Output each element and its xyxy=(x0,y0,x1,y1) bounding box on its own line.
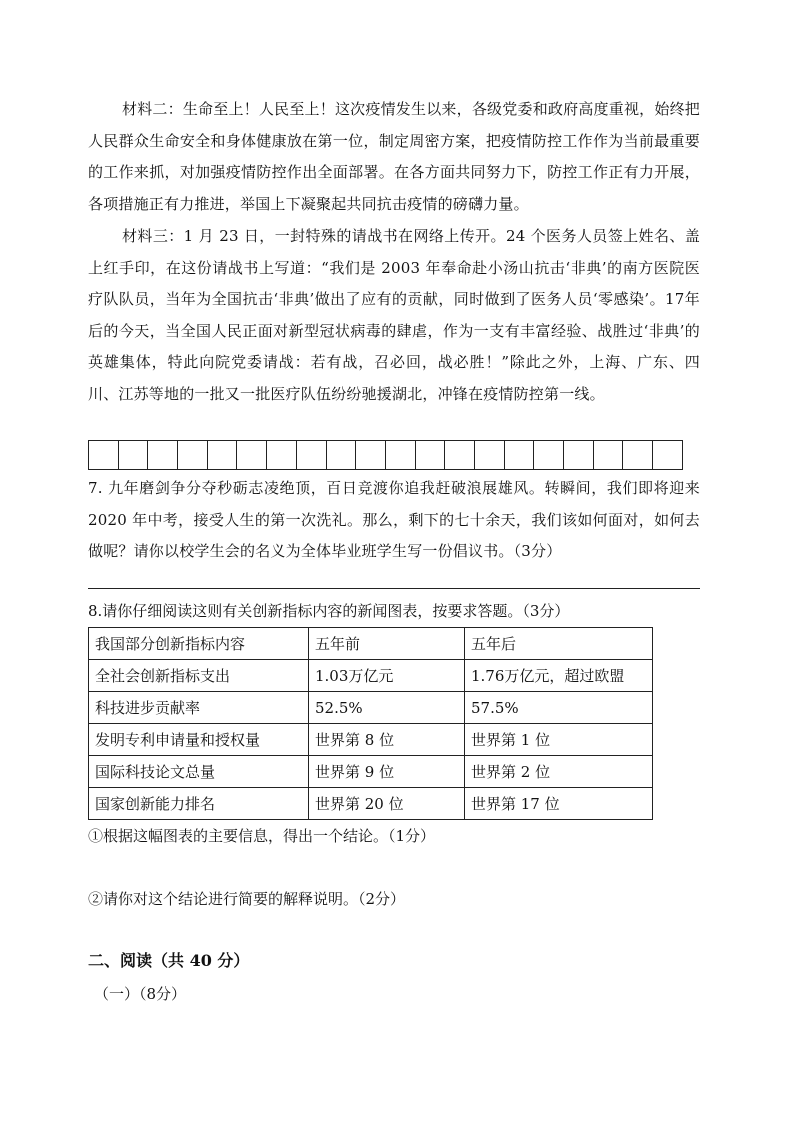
table-row xyxy=(89,660,653,692)
answer-box[interactable] xyxy=(89,440,119,470)
table-cell: 全社会创新指标支出 xyxy=(89,660,309,692)
answer-box[interactable] xyxy=(386,440,416,470)
table-row xyxy=(89,756,653,788)
table-row xyxy=(89,692,653,724)
answer-box[interactable] xyxy=(297,440,327,470)
answer-box[interactable] xyxy=(178,440,208,470)
question-8-part-2: ②请你对这个结论进行简要的解释说明。（2分） xyxy=(88,890,406,908)
answer-box[interactable] xyxy=(505,440,535,470)
answer-box[interactable] xyxy=(564,440,594,470)
table-header-cell: 我国部分创新指标内容 xyxy=(89,628,309,660)
table-cell: 发明专利申请量和授权量 xyxy=(89,724,309,756)
table-cell: 国际科技论文总量 xyxy=(89,756,309,788)
answer-box[interactable] xyxy=(416,440,446,470)
table-header-cell: 五年前 xyxy=(309,628,465,660)
table-cell: 世界第 20 位 xyxy=(309,788,465,820)
section-two-subheading: （一）（8分） xyxy=(94,985,187,1003)
answer-box[interactable] xyxy=(623,440,653,470)
answer-box-row[interactable] xyxy=(88,440,683,470)
answer-box[interactable] xyxy=(594,440,624,470)
question-8-part-1: ①根据这幅图表的主要信息，得出一个结论。（1分） xyxy=(88,827,436,845)
table-row xyxy=(89,724,653,756)
answer-box[interactable] xyxy=(119,440,149,470)
table-cell: 国家创新能力排名 xyxy=(89,788,309,820)
table-cell: 1.03万亿元 xyxy=(309,660,465,692)
table-cell: 科技进步贡献率 xyxy=(89,692,309,724)
answer-box[interactable] xyxy=(148,440,178,470)
table-cell: 世界第 8 位 xyxy=(309,724,465,756)
answer-box[interactable] xyxy=(208,440,238,470)
innovation-indicator-table xyxy=(88,627,653,820)
section-two-heading: 二、阅读（共 40 分） xyxy=(88,951,250,970)
answer-box[interactable] xyxy=(445,440,475,470)
table-row xyxy=(89,788,653,820)
answer-box[interactable] xyxy=(534,440,564,470)
table-cell: 世界第 1 位 xyxy=(465,724,653,756)
answer-box[interactable] xyxy=(475,440,505,470)
table-header-cell: 五年后 xyxy=(465,628,653,660)
table-cell: 世界第 9 位 xyxy=(309,756,465,788)
table-cell: 世界第 17 位 xyxy=(465,788,653,820)
material-two-paragraph: 材料二：生命至上！人民至上！这次疫情发生以来，各级党委和政府高度重视，始终把人民群众生命安全和身体健康放在第一位，制定周密方案，把疫情防控工作作为当前最重要的工作来抓，对加强疫情防控作出全面部署。在各方面共同努力下，防控工作正有力开展，各项措施正有力推进，举国上下凝聚起共同抗击疫情的磅礴力量。 xyxy=(88,100,700,213)
table-cell: 世界第 2 位 xyxy=(465,756,653,788)
answer-box[interactable] xyxy=(327,440,357,470)
answer-box[interactable] xyxy=(653,440,683,470)
question-8: 8.请你仔细阅读这则有关创新指标内容的新闻图表，按要求答题。（3分） xyxy=(88,602,570,620)
question-7: 7. 九年磨剑争分夺秒砺志凌绝顶，百日竞渡你追我赶破浪展雄风。转瞬间，我们即将迎来 2020 年中考，接受人生的第一次洗礼。那么，剩下的七十余天，我们该如何面对，如何去做呢？请你以校学生会的名义为全体毕业班学生写一份倡议书。（3分） xyxy=(88,479,700,561)
table-cell: 1.76万亿元，超过欧盟 xyxy=(465,660,653,692)
answer-box[interactable] xyxy=(237,440,267,470)
material-three-paragraph: 材料三：1 月 23 日，一封特殊的请战书在网络上传开。24 个医务人员签上姓名、盖上红手印，在这份请战书上写道：“我们是 2003 年奉命赴小汤山抗击‘非典’的南方医院医疗队队员，当年为全国抗击‘非典’做出了应有的贡献，同时做到了医务人员‘零感染’。17年后的今天，当全国人民正面对新型冠状病毒的肆虐，作为一支有丰富经验、战胜过‘非典’的英雄集体，特此向院党委请战：若有战，召必回，战必胜！”除此之外，上海、广东、四川、江苏等地的一批又一批医疗队伍纷纷驰援湖北，冲锋在疫情防控第一线。 xyxy=(88,227,700,403)
answer-box[interactable] xyxy=(267,440,297,470)
answer-box[interactable] xyxy=(356,440,386,470)
answer-line[interactable] xyxy=(88,588,700,589)
table-cell: 57.5% xyxy=(465,692,653,724)
table-cell: 52.5% xyxy=(309,692,465,724)
table-header-row xyxy=(89,628,653,660)
